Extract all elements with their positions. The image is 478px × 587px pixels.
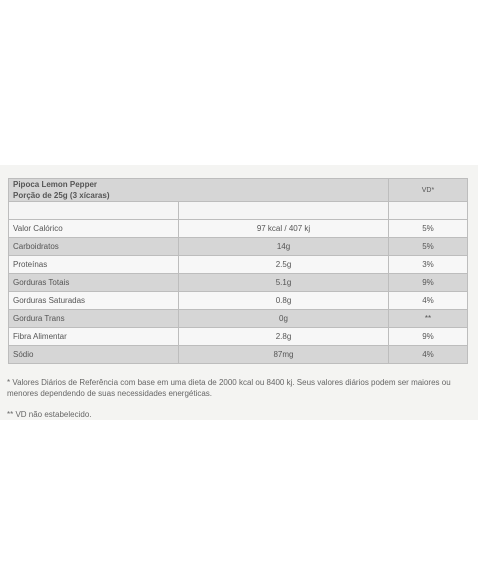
footnotes bbox=[7, 377, 469, 420]
nutrient-name: Valor Calórico bbox=[9, 220, 179, 238]
nutrient-vd: 4% bbox=[389, 292, 468, 310]
product-title bbox=[9, 179, 389, 202]
nutrient-vd: 5% bbox=[389, 220, 468, 238]
table-row bbox=[9, 346, 468, 364]
vd-header: VD* bbox=[389, 179, 468, 202]
nutrient-vd: 3% bbox=[389, 256, 468, 274]
nutrient-vd: ** bbox=[389, 310, 468, 328]
nutrient-name: Proteínas bbox=[9, 256, 179, 274]
nutrient-name: Fibra Alimentar bbox=[9, 328, 179, 346]
nutrition-table bbox=[8, 178, 468, 364]
nutrient-name: Gorduras Totais bbox=[9, 274, 179, 292]
table-row bbox=[9, 220, 468, 238]
nutrient-name: Gorduras Saturadas bbox=[9, 292, 179, 310]
table-row bbox=[9, 256, 468, 274]
nutrient-amount: 97 kcal / 407 kj bbox=[179, 220, 389, 238]
nutrient-name: Carboidratos bbox=[9, 238, 179, 256]
nutrient-vd: 9% bbox=[389, 274, 468, 292]
nutrient-name: Gordura Trans bbox=[9, 310, 179, 328]
nutrient-amount: 2.5g bbox=[179, 256, 389, 274]
nutrient-amount: 5.1g bbox=[179, 274, 389, 292]
nutrient-vd: 9% bbox=[389, 328, 468, 346]
reference-note: * Valores Diários de Referência com base em uma dieta de 2000 kcal ou 8400 kj. Seus valores diários podem ser maiores ou menores dependendo de suas necessidades energéticas. bbox=[7, 378, 451, 398]
nutrient-amount: 2.8g bbox=[179, 328, 389, 346]
nutrient-amount: 0g bbox=[179, 310, 389, 328]
table-row bbox=[9, 310, 468, 328]
nutrition-panel bbox=[0, 165, 478, 420]
nutrient-vd: 4% bbox=[389, 346, 468, 364]
vd-note: ** VD não estabelecido. bbox=[7, 410, 92, 419]
nutrient-amount: 0.8g bbox=[179, 292, 389, 310]
table-header-row bbox=[9, 179, 468, 202]
nutrient-amount: 87mg bbox=[179, 346, 389, 364]
serving-size: Porção de 25g (3 xícaras) bbox=[13, 191, 110, 200]
nutrient-vd: 5% bbox=[389, 238, 468, 256]
table-row bbox=[9, 328, 468, 346]
table-row bbox=[9, 292, 468, 310]
product-name: Pipoca Lemon Pepper bbox=[13, 180, 98, 189]
table-row bbox=[9, 274, 468, 292]
table-row bbox=[9, 238, 468, 256]
nutrient-name: Sódio bbox=[9, 346, 179, 364]
spacer-row bbox=[9, 202, 468, 220]
nutrient-amount: 14g bbox=[179, 238, 389, 256]
